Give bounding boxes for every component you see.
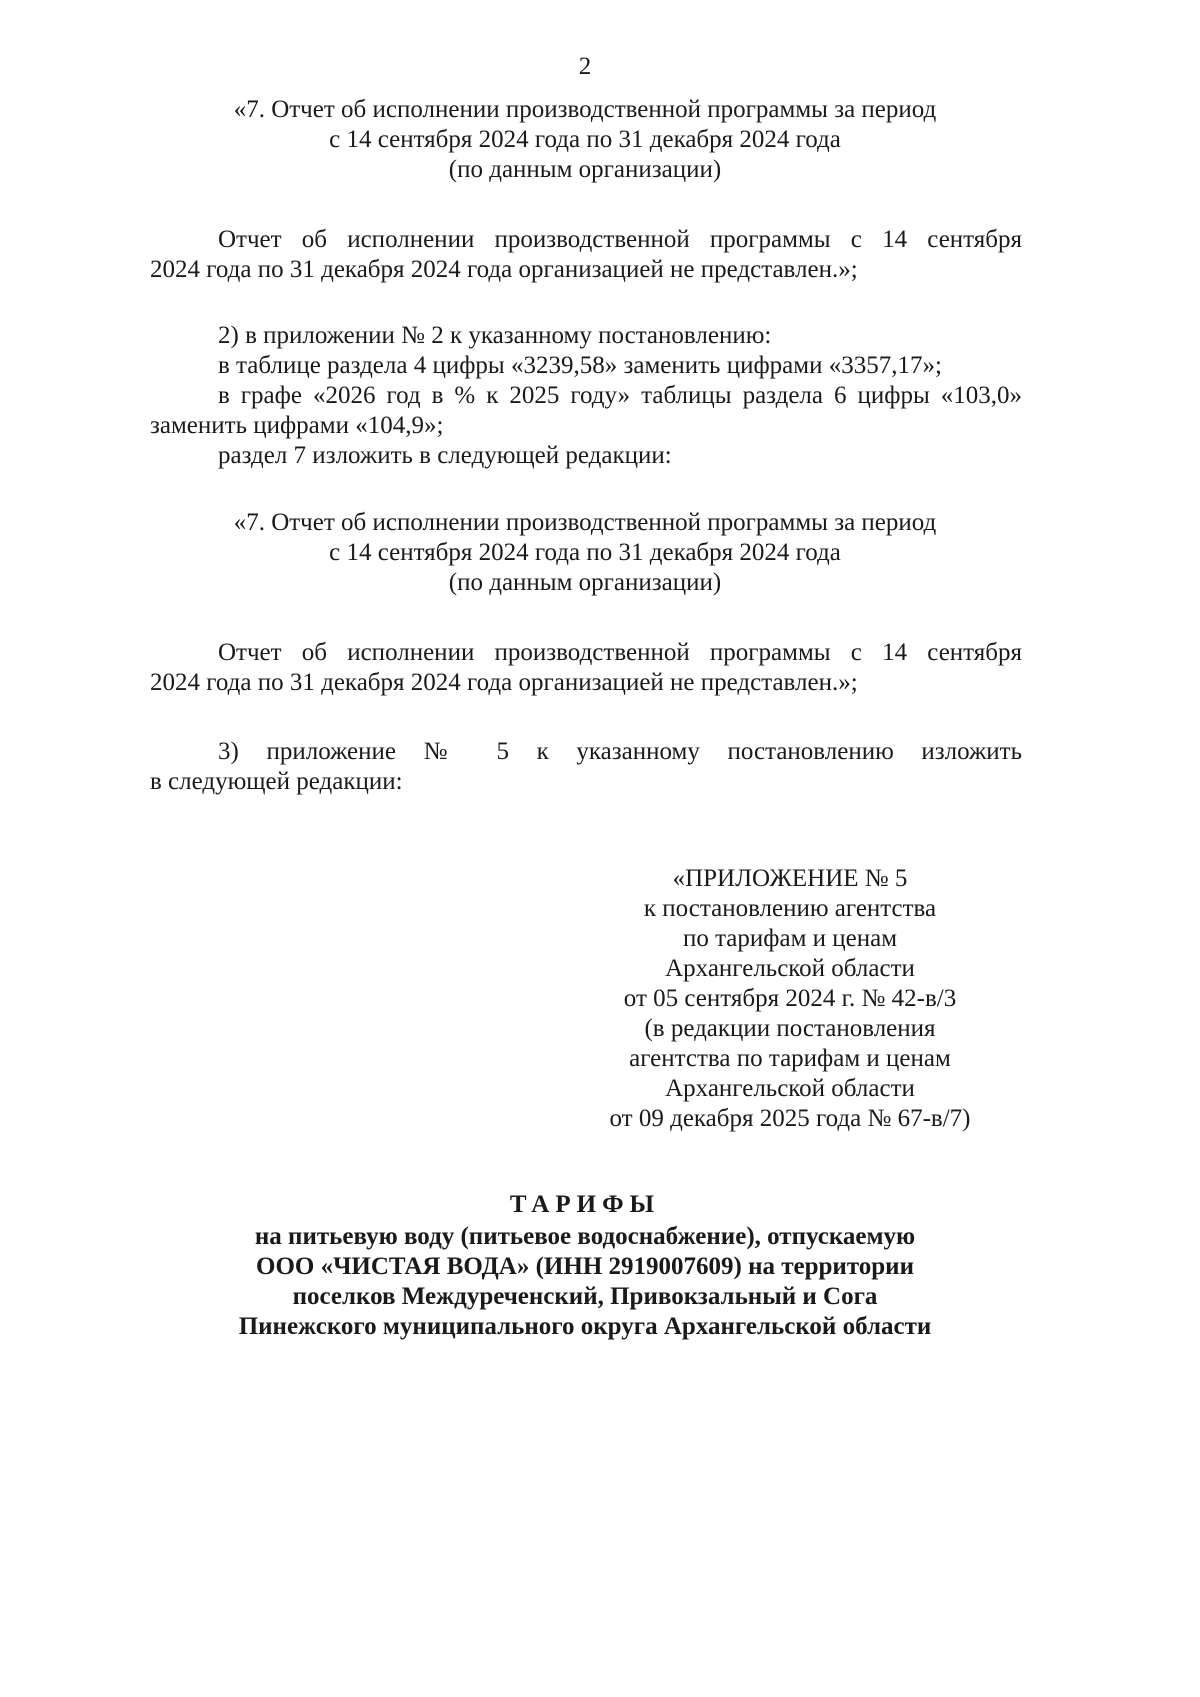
section2-heading — [150, 508, 1020, 598]
item3-line2: в следующей редакции: — [150, 768, 403, 795]
heading-line: (по данным организации) — [448, 569, 722, 596]
heading-line: «7. Отчет об исполнении производственной программы за период — [233, 509, 937, 536]
appendix-line: от 09 декабря 2025 года № 67-в/7) — [609, 1105, 971, 1132]
item2-block — [150, 321, 1022, 471]
section1-paragraph — [150, 225, 1022, 285]
tariffs-subtitle-line: на питьевую воду (питьевое водоснабжение), отпускаемую — [254, 1223, 916, 1250]
appendix-line: от 05 сентября 2024 г. № 42-в/3 — [623, 985, 957, 1012]
heading-line: (по данным организации) — [448, 156, 722, 183]
paragraph-line: Отчет об исполнении производственной программы с 14 сентября — [218, 639, 1022, 666]
appendix-line: «ПРИЛОЖЕНИЕ № 5 — [672, 865, 908, 892]
appendix-line: агентства по тарифам и ценам — [629, 1045, 951, 1072]
item3-line1: 3) приложение № 5 к указанному постановлению изложить — [218, 738, 1022, 765]
item2-change3: раздел 7 изложить в следующей редакции: — [218, 442, 672, 469]
tariffs-subtitle-line: Пинежского муниципального округа Архангельской области — [238, 1313, 932, 1340]
tariffs-subtitle-line: ООО «ЧИСТАЯ ВОДА» (ИНН 2919007609) на территории — [256, 1253, 914, 1280]
section1-heading — [150, 95, 1020, 185]
page-number: 2 — [578, 53, 592, 80]
heading-line: с 14 сентября 2024 года по 31 декабря 2024 года — [329, 539, 841, 566]
item2-intro: 2) в приложении № 2 к указанному постановлению: — [218, 322, 772, 349]
tariffs-subtitle-line: поселков Междуреченский, Привокзальный и Сога — [292, 1283, 878, 1310]
section2-paragraph — [150, 638, 1022, 698]
appendix-block — [560, 864, 1020, 1134]
item2-change2-line1: в графе «2026 год в % к 2025 году» таблицы раздела 6 цифры «103,0» — [218, 382, 1022, 409]
item2-change1: в таблице раздела 4 цифры «3239,58» заменить цифрами «3357,17»; — [218, 352, 942, 379]
item3-block — [150, 737, 1022, 797]
item2-change2-line2: заменить цифрами «104,9»; — [150, 412, 444, 439]
paragraph-line: 2024 года по 31 декабря 2024 года организацией не представлен.»; — [150, 256, 858, 283]
appendix-line: к постановлению агентства — [643, 895, 937, 922]
appendix-line: Архангельской области — [665, 1075, 915, 1102]
tariffs-title-block — [150, 1190, 1020, 1342]
appendix-line: по тарифам и ценам — [682, 925, 898, 952]
appendix-line: Архангельской области — [665, 955, 915, 982]
heading-line: «7. Отчет об исполнении производственной программы за период — [233, 96, 937, 123]
paragraph-line: Отчет об исполнении производственной программы с 14 сентября — [218, 226, 1022, 253]
appendix-line: (в редакции постановления — [644, 1015, 936, 1042]
paragraph-line: 2024 года по 31 декабря 2024 года организацией не представлен.»; — [150, 669, 858, 696]
heading-line: с 14 сентября 2024 года по 31 декабря 2024 года — [329, 126, 841, 153]
tariffs-title: ТАРИФЫ — [509, 1191, 661, 1218]
